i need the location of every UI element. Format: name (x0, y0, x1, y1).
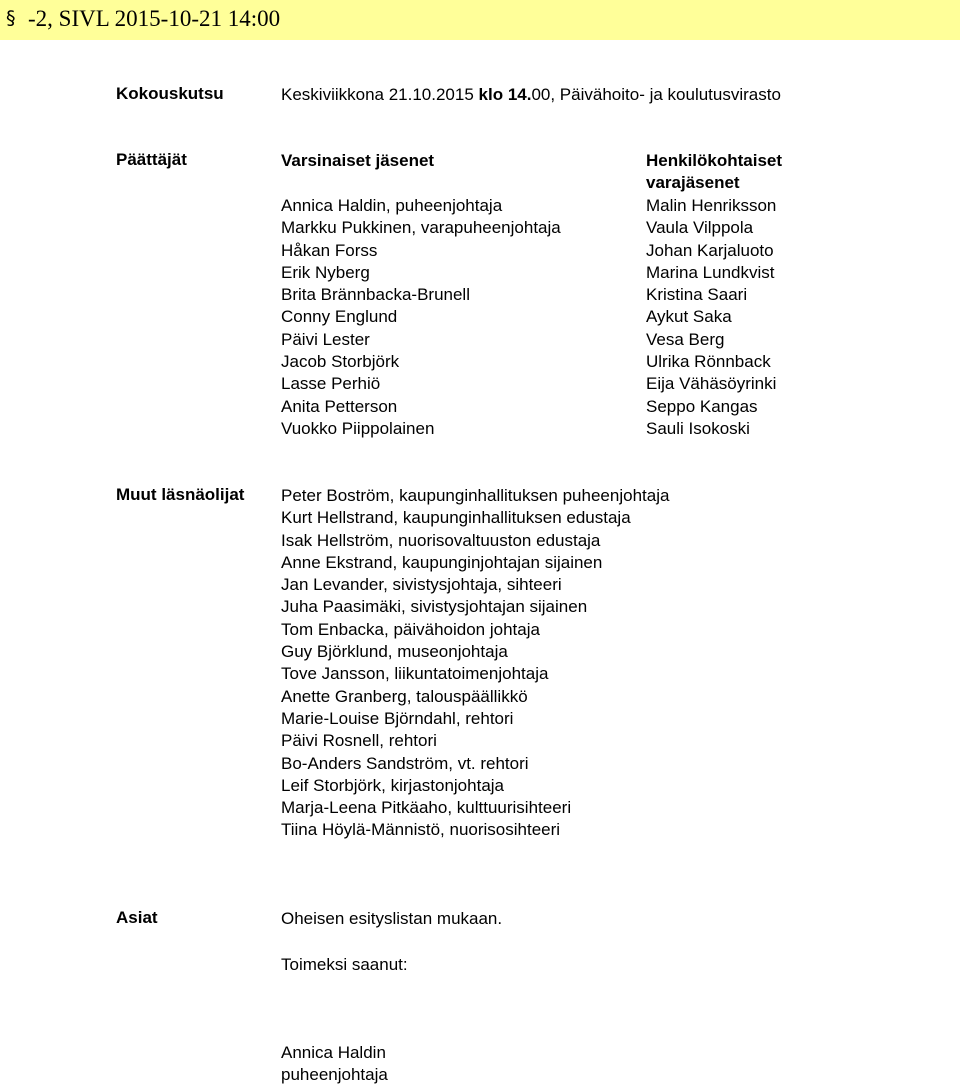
deputies-heading-line2: varajäsenet (646, 173, 740, 193)
list-item: Johan Karjaluoto (646, 240, 774, 260)
header-banner (0, 0, 960, 40)
assigned-label: Toimeksi saanut: (281, 955, 408, 974)
others-present-list (281, 485, 669, 842)
invitation-place: 00, Päivähoito- ja koulutusvirasto (531, 85, 781, 104)
list-item: Seppo Kangas (646, 396, 758, 416)
list-item: Ulrika Rönnback (646, 352, 771, 372)
list-item: Malin Henriksson (646, 196, 777, 215)
list-item: Leif Storbjörk, kirjastonjohtaja (281, 775, 505, 795)
list-item: Marina Lundkvist (646, 262, 775, 282)
invitation-text (281, 84, 781, 106)
list-item: Håkan Forss (281, 240, 378, 260)
list-item: Anita Petterson (281, 396, 398, 416)
list-item: Anne Ekstrand, kaupunginjohtajan sijainen (281, 552, 603, 572)
list-item: Vuokko Piippolainen (281, 418, 435, 438)
list-item: Juha Paasimäki, sivistysjohtajan sijainen (281, 597, 588, 617)
list-item: Peter Boström, kaupunginhallituksen puheenjohtaja (281, 486, 670, 505)
list-item: Sauli Isokoski (646, 418, 750, 438)
list-item: Päivi Rosnell, rehtori (281, 731, 437, 751)
list-item: Markku Pukkinen, varapuheenjohtaja (281, 218, 561, 238)
decision-makers-label: Päättäjät (116, 150, 187, 169)
list-item: Vesa Berg (646, 329, 725, 349)
deputies-heading-line1: Henkilökohtaiset (646, 151, 783, 170)
members-heading: Varsinaiset jäsenet (281, 151, 435, 170)
list-item: Kristina Saari (646, 285, 748, 305)
matters-text: Oheisen esityslistan mukaan. (281, 909, 503, 928)
list-item: Tiina Höylä-Männistö, nuorisosihteeri (281, 820, 561, 840)
list-item: Eija Vähäsöyrinki (646, 374, 777, 394)
list-item: Jacob Storbjörk (281, 352, 400, 372)
list-item: Bo-Anders Sandström, vt. rehtori (281, 753, 529, 773)
matters-label: Asiat (116, 908, 158, 927)
list-item: Erik Nyberg (281, 262, 370, 282)
invitation-time: klo 14. (478, 85, 532, 104)
list-item: Conny Englund (281, 307, 398, 327)
banner-title: -2, SIVL 2015-10-21 14:00 (28, 6, 281, 31)
list-item: Annica Haldin, puheenjohtaja (281, 196, 503, 215)
list-item: Päivi Lester (281, 329, 370, 349)
deputies-list (646, 195, 776, 440)
deputies-heading (646, 150, 782, 195)
signer-name: Annica Haldin (281, 1043, 386, 1062)
list-item: Vaula Vilppola (646, 218, 754, 238)
list-item: Lasse Perhiö (281, 374, 381, 394)
members-list (281, 195, 561, 440)
list-item: Isak Hellström, nuorisovaltuuston edustaja (281, 530, 601, 550)
list-item: Tove Jansson, liikuntatoimenjohtaja (281, 664, 549, 684)
list-item: Jan Levander, sivistysjohtaja, sihteeri (281, 575, 562, 595)
list-item: Tom Enbacka, päivähoidon johtaja (281, 619, 540, 639)
list-item: Marie-Louise Björndahl, rehtori (281, 708, 514, 728)
list-item: Anette Granberg, talouspäällikkö (281, 686, 528, 706)
section-bullet-icon: § (6, 7, 16, 29)
list-item: Marja-Leena Pitkäaho, kulttuurisihteeri (281, 798, 572, 818)
invitation-label: Kokouskutsu (116, 84, 224, 103)
signer-title: puheenjohtaja (281, 1065, 388, 1084)
invitation-date: Keskiviikkona 21.10.2015 (281, 85, 479, 104)
list-item: Guy Björklund, museonjohtaja (281, 642, 508, 662)
list-item: Aykut Saka (646, 307, 732, 327)
list-item: Kurt Hellstrand, kaupunginhallituksen edustaja (281, 508, 631, 528)
others-present-label: Muut läsnäolijat (116, 485, 245, 504)
list-item: Brita Brännbacka-Brunell (281, 285, 470, 305)
